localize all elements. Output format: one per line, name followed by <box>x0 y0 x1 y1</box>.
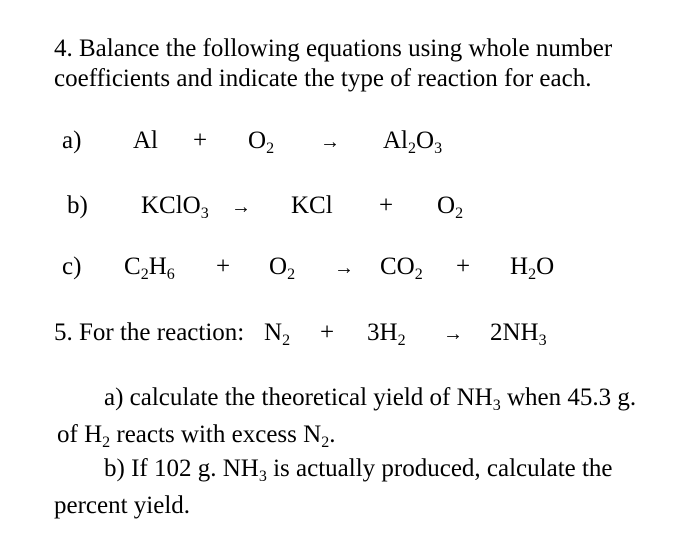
plus-sign: + <box>320 319 335 346</box>
q4-instruction-line-2: coefficients and indicate the type of reaction for each. <box>54 65 592 92</box>
q5-intro: 5. For the reaction: <box>54 319 245 346</box>
reactant-o2: $O_2$ <box>248 127 275 157</box>
reactant-c2h6: $C_2H_6$ <box>124 253 175 283</box>
plus-sign: + <box>216 253 231 280</box>
q5b-line-2: percent yield. <box>54 492 191 519</box>
equation-a-label: a) <box>62 127 82 154</box>
product-o2: $O_2$ <box>437 192 464 222</box>
plus-sign: + <box>193 127 208 154</box>
plus-sign: + <box>379 192 394 219</box>
plus-sign: + <box>456 253 471 280</box>
product-2nh3: $2NH_3$ <box>490 319 547 349</box>
reactant-kclo3: KClO$_3$ <box>141 192 209 222</box>
q4-instruction-line-1: 4. Balance the following equations using whole number <box>54 35 613 62</box>
reactant-3h2: $3H_2$ <box>367 319 406 349</box>
equation-c-label: c) <box>62 253 82 280</box>
reactant-o2: $O_2$ <box>269 253 296 283</box>
q5b-line-1: b) If 102 g. $NH_3$ is actually produced, calculate the <box>104 455 613 485</box>
product-al2o3: $Al_2O_3$ <box>383 127 443 157</box>
reaction-arrow: → <box>231 196 251 218</box>
q5a-line-1: a) calculate the theoretical yield of $NH_3$ when 45.3 g. <box>104 384 637 414</box>
product-co2: $CO_2$ <box>380 253 423 283</box>
reaction-arrow: → <box>320 131 340 153</box>
q5a-line-2: of $H_2$ reacts with excess $N_2$. <box>57 421 336 451</box>
product-kcl: KCl <box>291 192 333 219</box>
reactant-al: Al <box>133 127 158 154</box>
equation-b-label: b) <box>67 192 88 219</box>
reaction-arrow: → <box>334 257 354 279</box>
product-h2o: $H_2O$ <box>510 253 555 283</box>
reaction-arrow: → <box>443 323 463 345</box>
reactant-n2: $N_2$ <box>264 319 291 349</box>
